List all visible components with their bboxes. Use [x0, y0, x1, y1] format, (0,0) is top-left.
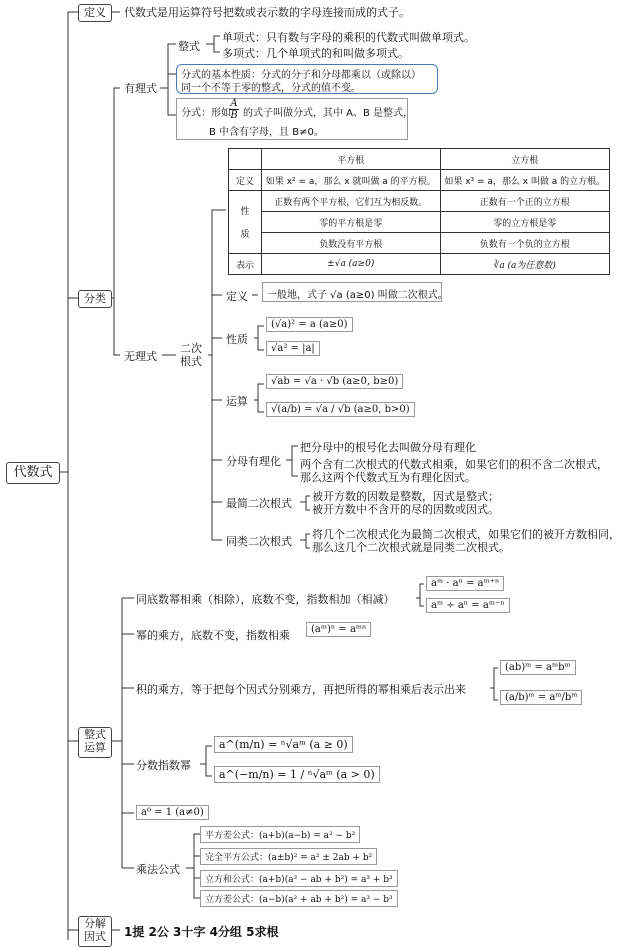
- simplest-radical-label: 最简二次根式: [226, 497, 292, 510]
- fraction-property-box: [176, 64, 438, 94]
- fractional-exponent-label: 分数指数幂: [136, 759, 191, 772]
- fraction-def-fraction: [229, 98, 239, 121]
- integral-operations-node[interactable]: [78, 727, 112, 758]
- sum-of-cubes: 立方和公式：(a+b)(a² − ab + b²) = a³ + b³: [200, 870, 398, 887]
- rationalize-label: 分母有理化: [226, 455, 281, 468]
- square-root-representation: ±√a (a≥0): [262, 254, 441, 275]
- radical-definition-box: [262, 282, 448, 302]
- radical-operation-formula-2: √(a/b) = √a / √b (a≥0, b>0): [266, 402, 415, 417]
- rationalize-line-2: 两个含有二次根式的代数式相乘，如果它们的积不含二次根式，: [300, 458, 608, 471]
- fraction-def-prefix: 分式：形如: [181, 108, 231, 119]
- radical-label-2: 根式: [180, 355, 202, 368]
- polynomial-text: 多项式：几个单项式的和叫做多项式。: [222, 47, 409, 60]
- cube-root-property-3: 负数有一个负的立方根: [440, 233, 609, 254]
- definition-label: 定义: [84, 6, 106, 19]
- definition-node[interactable]: [78, 4, 112, 22]
- fraction-def-suffix: 的式子叫做分式，其中 A、B 是整式，: [243, 108, 414, 119]
- zero-exponent-formula: a⁰ = 1 (a≠0): [136, 805, 209, 820]
- factorization-node[interactable]: [78, 916, 112, 947]
- monomial-text: 单项式：只有数与字母的乘积的代数式叫做单项式。: [222, 31, 475, 44]
- classification-node[interactable]: [78, 290, 112, 308]
- power-rule-3: 积的乘方，等于把每个因式分别乘方，再把所得的幂相乘后表示出来: [136, 683, 466, 696]
- similar-radical-label: 同类二次根式: [226, 535, 292, 548]
- power-rule-3-formula-2: (a/b)ᵐ = aᵐ/bᵐ: [500, 690, 582, 705]
- fraction-definition-box: [176, 98, 414, 140]
- rationalize-line-3: 那么这两个代数式互为有理化因式。: [300, 471, 476, 484]
- factorization-label-1: 分解: [84, 917, 106, 930]
- integral-operations-label-2: 运算: [84, 740, 106, 754]
- similar-radical-line-2: 那么这几个二次根式就是同类二次根式。: [312, 541, 510, 554]
- fractional-exponent-formula-1: a^(m/n) = ⁿ√aᵐ (a ≥ 0): [214, 736, 353, 753]
- cube-root-representation: ∛a (a为任意数): [440, 254, 609, 275]
- header-cube-root: 立方根: [440, 149, 609, 170]
- row-representation-label: 表示: [229, 254, 262, 275]
- fraction-def-condition: B 中含有字母，且 B≠0。: [209, 127, 324, 138]
- rationalize-line-1: 把分母中的根号化去叫做分母有理化: [300, 441, 476, 454]
- classification-label: 分类: [84, 292, 106, 305]
- irrational-label: 无理式: [124, 350, 157, 363]
- difference-of-cubes: 立方差公式：(a−b)(a² + ab + b²) = a³ − b³: [200, 890, 398, 907]
- power-rule-1-formula-2: aᵐ ÷ aⁿ = aᵐ⁻ⁿ: [426, 598, 510, 613]
- root-comparison-table: [228, 148, 610, 275]
- cube-root-property-1: 正数有一个正的立方根: [440, 191, 609, 212]
- radical-nature-label: 性质: [226, 333, 248, 346]
- row-property-label: [229, 191, 262, 254]
- radical-definition-text: 一般地，式子 √a (a≥0) 叫做二次根式。: [267, 290, 448, 301]
- row-definition-label: 定义: [229, 170, 262, 191]
- simplest-radical-line-2: 被开方数中不含开的尽的因数或因式。: [312, 503, 499, 516]
- table-corner: [229, 149, 262, 170]
- fraction-property-line-2: 同一个不等于零的整式，分式的值不变。: [181, 83, 361, 94]
- rational-label: 有理式: [124, 82, 157, 95]
- square-root-definition: 如果 x² = a，那么 x 就叫做 a 的平方根。: [262, 170, 441, 191]
- radical-nature-formula-1: (√a)² = a (a≥0): [266, 317, 353, 332]
- property-label-1: 性: [240, 207, 250, 217]
- simplest-radical-line-1: 被开方数的因数是整数，因式是整式；: [312, 490, 499, 503]
- power-rule-2: 幂的乘方，底数不变，指数相乘: [136, 629, 290, 642]
- radical-label-1: 二次: [180, 342, 202, 355]
- power-rule-3-formula-1: (ab)ᵐ = aᵐbᵐ: [500, 660, 576, 675]
- radical-definition-label: 定义: [226, 290, 248, 303]
- perfect-square: 完全平方公式：(a±b)² = a² ± 2ab + b²: [200, 848, 377, 865]
- fraction-property-line-1: 分式的基本性质：分式的分子和分母都乘以（或除以）: [181, 70, 421, 81]
- square-root-property-3: 负数没有平方根: [262, 233, 441, 254]
- power-rule-1: 同底数幂相乘（相除），底数不变，指数相加（相减）: [136, 593, 395, 606]
- radical-operation-formula-1: √ab = √a · √b (a≥0, b≥0): [266, 374, 403, 389]
- integral-operations-label-1: 整式: [84, 728, 106, 741]
- multiplication-formulas-label: 乘法公式: [136, 863, 180, 876]
- fraction-bar: [229, 109, 239, 110]
- fractional-exponent-formula-2: a^(−m/n) = 1 / ⁿ√aᵐ (a > 0): [214, 766, 380, 783]
- property-label-2: 质: [240, 230, 250, 240]
- factorization-methods: 1提 2公 3十字 4分组 5求根: [124, 925, 279, 939]
- root-node[interactable]: [6, 462, 60, 484]
- fraction-numerator: A: [230, 98, 238, 109]
- fraction-denominator: B: [230, 110, 238, 121]
- radical-nature-formula-2: √a² = |a|: [266, 341, 320, 356]
- factorization-label-2: 因式: [84, 929, 106, 943]
- root-label: 代数式: [13, 465, 53, 480]
- cube-root-definition: 如果 x³ = a，那么 x 叫做 a 的立方根。: [440, 170, 609, 191]
- definition-text: 代数式是用运算符号把数或表示数的字母连接而成的式子。: [124, 6, 410, 19]
- difference-of-squares: 平方差公式：(a+b)(a−b) = a² − b²: [200, 826, 360, 843]
- radical-operation-label: 运算: [226, 395, 248, 408]
- power-rule-1-formula-1: aᵐ · aⁿ = aᵐ⁺ⁿ: [426, 576, 504, 591]
- similar-radical-line-1: 将几个二次根式化为最简二次根式，如果它们的被开方数相同，: [312, 528, 620, 541]
- integral-label: 整式: [178, 40, 200, 53]
- header-square-root: 平方根: [262, 149, 441, 170]
- square-root-property-2: 零的平方根是零: [262, 212, 441, 233]
- cube-root-property-2: 零的立方根是零: [440, 212, 609, 233]
- square-root-property-1: 正数有两个平方根，它们互为相反数。: [262, 191, 441, 212]
- power-rule-2-formula: (aᵐ)ⁿ = aᵐⁿ: [306, 622, 371, 637]
